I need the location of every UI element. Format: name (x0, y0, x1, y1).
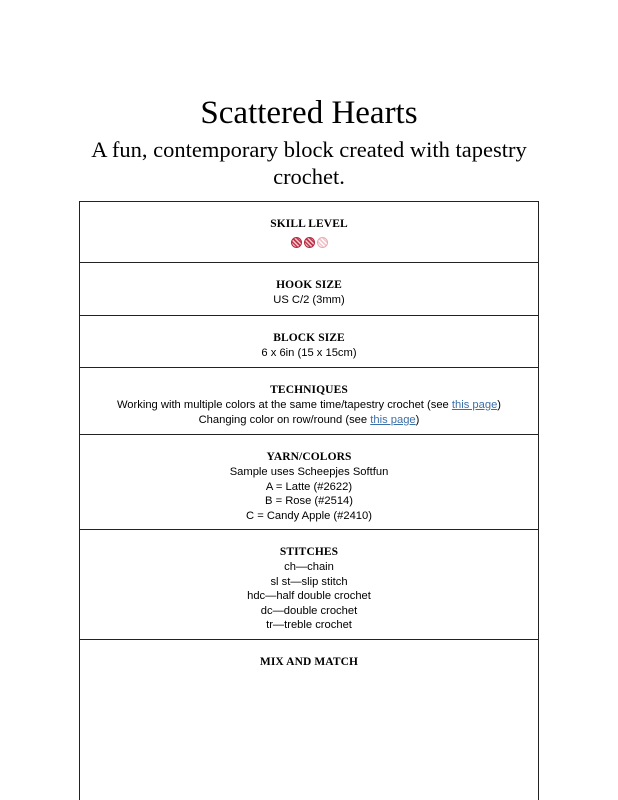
hook-size-value: US C/2 (3mm) (273, 294, 345, 306)
stitches-heading: STITCHES (279, 546, 339, 558)
this-page-link[interactable]: this page (451, 399, 498, 411)
hook-size-heading: HOOK SIZE (276, 279, 342, 291)
yarn-colors-section (80, 435, 538, 530)
mix-and-match-section (80, 640, 538, 670)
yarn-line: C = Candy Apple (#2410) (246, 509, 372, 522)
techniques-heading: TECHNIQUES (270, 384, 348, 396)
yarn-colors-heading: YARN/COLORS (266, 451, 352, 463)
stitches-section (80, 530, 538, 640)
stitch-line: dc—double crochet (260, 604, 358, 617)
pattern-info-table (79, 201, 539, 800)
skill-level-section (80, 202, 538, 263)
hook-size-section (80, 263, 538, 316)
stitch-line: hdc—half double crochet (247, 590, 371, 602)
stitch-line: sl st—slip stitch (270, 575, 348, 588)
stitch-line: ch—chain (284, 561, 334, 573)
mix-and-match-heading: MIX AND MATCH (259, 656, 359, 668)
page-subtitle: A fun, contemporary block created with tapestry crochet. (91, 137, 527, 189)
skill-level-rating (80, 237, 538, 248)
yarn-line: B = Rose (#2514) (265, 495, 353, 507)
yarn-ball-icon (291, 237, 302, 248)
block-size-section (80, 316, 538, 368)
block-size-value: 6 x 6in (15 x 15cm) (261, 347, 357, 359)
yarn-line: Sample uses Scheepjes Softfun (229, 466, 389, 478)
page-title: Scattered Hearts (200, 95, 418, 131)
technique-line (80, 398, 538, 413)
this-page-link[interactable]: this page (370, 413, 416, 426)
techniques-section (80, 368, 538, 435)
technique-text: Working with multiple colors at the same time/tapestry crochet (see (116, 399, 452, 411)
yarn-ball-icon (317, 237, 328, 248)
technique-text: Changing color on row/round (see (198, 413, 371, 426)
skill-level-heading: SKILL LEVEL (270, 218, 348, 230)
technique-text: ) (497, 399, 502, 411)
yarn-ball-icon (304, 237, 315, 248)
stitch-line: tr—treble crochet (266, 619, 352, 631)
yarn-line: A = Latte (#2622) (265, 480, 353, 493)
block-size-heading: BLOCK SIZE (273, 332, 345, 344)
technique-line (80, 413, 538, 428)
technique-text: ) (415, 413, 420, 426)
